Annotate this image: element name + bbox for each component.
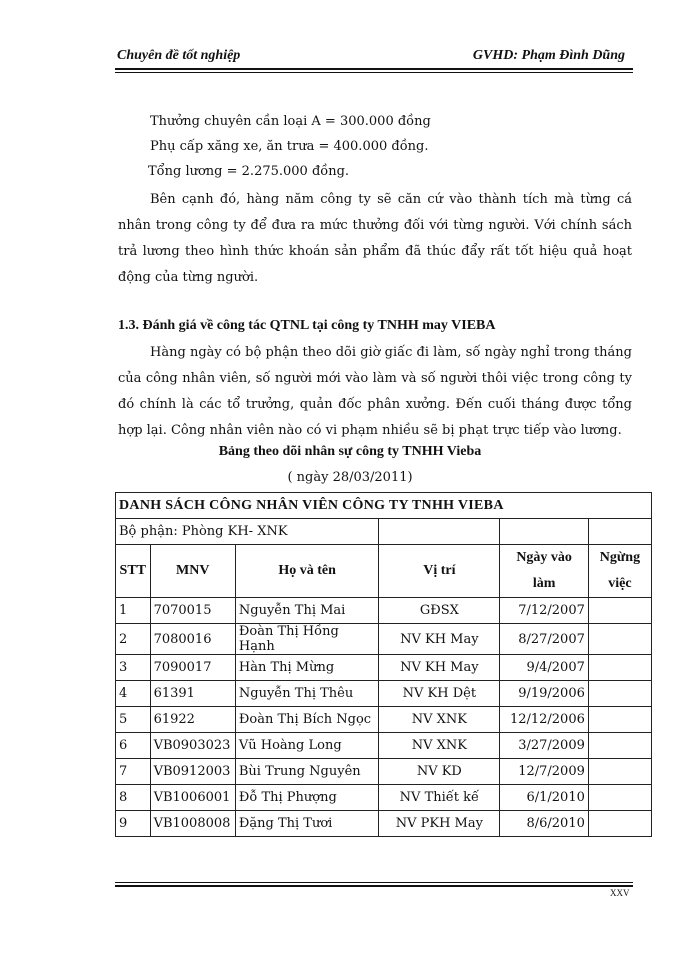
cell-stt: 6 [116,733,151,759]
cell-stopped [588,598,651,624]
header-rule-thin [115,72,633,73]
cell-stopped [588,624,651,655]
cell-mnv: VB1008008 [150,811,235,837]
cell-start-date: 9/4/2007 [500,655,589,681]
cell-start-date: 7/12/2007 [500,598,589,624]
table-row [116,598,652,624]
cell-stopped [588,759,651,785]
cell-start-date: 8/6/2010 [500,811,589,837]
cell-mnv: 61391 [150,681,235,707]
cell-position: NV Thiết kế [379,785,500,811]
staff-table [115,492,652,837]
cell-mnv: VB0912003 [150,759,235,785]
cell-stopped [588,733,651,759]
table-caption: DANH SÁCH CÔNG NHÂN VIÊN CÔNG TY TNHH VIEBA [116,493,652,519]
cell-name: Đoàn Thị Bích Ngọc [235,707,378,733]
footer-rule [115,885,633,887]
cell-stopped [588,811,651,837]
cell-mnv: VB1006001 [150,785,235,811]
table-row [116,733,652,759]
cell-position: NV XNK [379,733,500,759]
cell-name: Vũ Hoàng Long [235,733,378,759]
table-date: ( ngày 28/03/2011) [287,470,413,485]
cell-name: Đặng Thị Tươi [235,811,378,837]
table-row [116,811,652,837]
table-title: Bảng theo dõi nhân sự công ty TNHH Vieba [218,444,482,459]
cell-stt: 9 [116,811,151,837]
paragraph-attendance: Hàng ngày có bộ phận theo dõi giờ giấc đi làm, số ngày nghỉ trong tháng của công nhân viên, số người mới vào làm và số người thôi việc trong công ty đó chính là các tổ trưởng, quản đốc phân xưởng. Đến cuối tháng được tổng hợp lại. Công nhân viên nào có vi phạm nhiều sẽ bị phạt trực tiếp vào lương. [118,345,632,438]
col-header-position: Vị trí [379,545,500,598]
cell-name: Bùi Trung Nguyên [235,759,378,785]
cell-start-date: 8/27/2007 [500,624,589,655]
cell-position: GĐSX [379,598,500,624]
table-row [116,785,652,811]
table-row [116,624,652,655]
table-row [116,681,652,707]
cell-stopped [588,655,651,681]
cell-name: Hàn Thị Mừng [235,655,378,681]
cell-stopped [588,707,651,733]
cell-position: NV XNK [379,707,500,733]
cell-position: NV KD [379,759,500,785]
cell-mnv: 7080016 [150,624,235,655]
table-row [116,707,652,733]
header-rule [115,68,633,70]
department-label: Bộ phận: Phòng KH- XNK [116,519,379,545]
cell-mnv: 7070015 [150,598,235,624]
cell-start-date: 9/19/2006 [500,681,589,707]
footer-rule-thin [115,882,633,883]
cell-stt: 8 [116,785,151,811]
col-header-name: Họ và tên [235,545,378,598]
salary-line-total: Tổng lương = 2.275.000 đồng. [148,164,350,179]
cell-name: Nguyễn Thị Thêu [235,681,378,707]
cell-position: NV KH Dệt [379,681,500,707]
section-heading: 1.3. Đánh giá về công tác QTNL tại công ty TNHH may VIEBA [118,318,496,333]
col-header-start-date: Ngày vào làm [500,545,589,598]
table-row [116,655,652,681]
cell-stopped [588,785,651,811]
cell-name: Nguyễn Thị Mai [235,598,378,624]
cell-start-date: 6/1/2010 [500,785,589,811]
page-number: XXV [610,888,630,898]
col-header-stt: STT [116,545,151,598]
cell-stt: 7 [116,759,151,785]
cell-stt: 2 [116,624,151,655]
cell-mnv: 61922 [150,707,235,733]
table-row [116,759,652,785]
cell-stt: 1 [116,598,151,624]
col-header-stopped: Ngừng việc [588,545,651,598]
salary-line-allowance: Phụ cấp xăng xe, ăn trưa = 400.000 đồng. [150,139,429,154]
cell-start-date: 3/27/2009 [500,733,589,759]
cell-stopped [588,681,651,707]
cell-name: Đoàn Thị Hồng Hạnh [235,624,378,655]
cell-stt: 4 [116,681,151,707]
col-header-mnv: MNV [150,545,235,598]
header-document-title: Chuyên đề tốt nghiệp [117,48,241,63]
cell-start-date: 12/12/2006 [500,707,589,733]
cell-mnv: 7090017 [150,655,235,681]
cell-position: NV PKH May [379,811,500,837]
header-advisor: GVHD: Phạm Đình Dũng [472,48,625,63]
cell-mnv: VB0903023 [150,733,235,759]
cell-position: NV KH May [379,624,500,655]
salary-line-bonus: Thưởng chuyên cần loại A = 300.000 đồng [150,114,431,129]
cell-start-date: 12/7/2009 [500,759,589,785]
cell-stt: 5 [116,707,151,733]
cell-stt: 3 [116,655,151,681]
cell-name: Đỗ Thị Phượng [235,785,378,811]
paragraph-bonus-policy: Bên cạnh đó, hàng năm công ty sẽ căn cứ vào thành tích mà từng cá nhân trong công ty để đưa ra mức thưởng đối với từng người. Với chính sách trả lương theo hình thức khoán sản phẩm đã thúc đẩy rất tốt hiệu quả hoạt động của từng người. [118,192,632,285]
cell-position: NV KH May [379,655,500,681]
